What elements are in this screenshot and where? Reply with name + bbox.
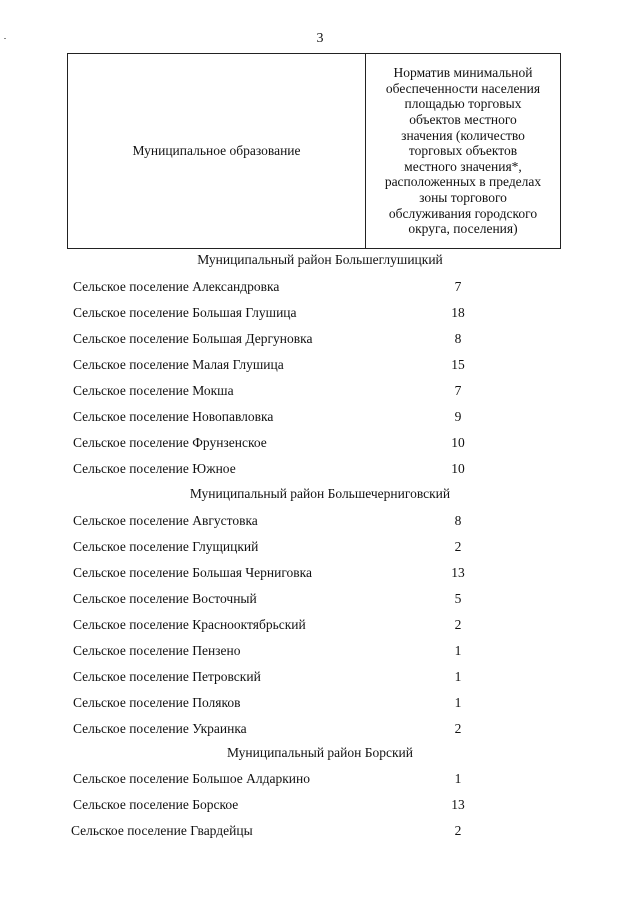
norm-value: 1 [454, 643, 462, 658]
norm-value: 2 [454, 539, 462, 554]
settlement-name: Сельское поселение Поляков [73, 695, 241, 710]
settlement-name: Сельское поселение Новопавловка [73, 409, 274, 424]
group-heading: Муниципальный район Большеглушицкий [197, 252, 443, 267]
header-municipality-cell: Муниципальное образование [68, 54, 366, 249]
header-norm-line: округа, поселения) [408, 221, 518, 237]
settlement-name: Сельское поселение Большая Черниговка [73, 565, 313, 580]
header-norm-cell [366, 54, 561, 249]
norm-value: 1 [454, 771, 462, 786]
settlement-name: Сельское поселение Петровский [73, 669, 261, 684]
norm-value: 13 [451, 565, 465, 580]
norm-value: 7 [454, 279, 462, 294]
page-number: 3 [316, 31, 324, 46]
settlement-name: Сельское поселение Украинка [73, 721, 247, 736]
settlement-name: Сельское поселение Большое Алдаркино [73, 771, 310, 786]
table-row [73, 305, 553, 325]
table-row [71, 823, 551, 843]
norm-value: 15 [451, 357, 465, 372]
header-norm-line: Норматив минимальной [393, 65, 533, 81]
table-row [73, 669, 553, 689]
header-norm-line: зоны торгового [419, 189, 507, 205]
header-norm-line: обеспеченности населения [385, 80, 541, 96]
header-norm-line: значения (количество [401, 127, 525, 143]
settlement-name: Сельское поселение Пензено [73, 643, 241, 658]
norm-value: 2 [454, 617, 462, 632]
settlement-name: Сельское поселение Александровка [73, 279, 280, 294]
norm-value: 10 [451, 461, 465, 476]
norm-value: 2 [454, 823, 462, 838]
header-table [67, 53, 561, 249]
settlement-name: Сельское поселение Гвардейцы [71, 823, 253, 838]
table-row [73, 591, 553, 611]
norm-value: 7 [454, 383, 462, 398]
table-row [73, 513, 553, 533]
settlement-name: Сельское поселение Восточный [73, 591, 257, 606]
header-norm-line: объектов местного [409, 112, 517, 128]
settlement-name: Сельское поселение Краснооктябрьский [73, 617, 306, 632]
norm-value: 1 [454, 669, 462, 684]
header-norm-line: обслуживания городского [388, 205, 538, 221]
settlement-name: Сельское поселение Малая Глушица [73, 357, 284, 372]
norm-value: 10 [451, 435, 465, 450]
header-norm-line: площадью торговых [404, 96, 522, 112]
table-row [73, 797, 553, 817]
table-row [73, 279, 553, 299]
settlement-name: Сельское поселение Большая Глушица [73, 305, 297, 320]
table-row [73, 409, 553, 429]
norm-value: 8 [454, 331, 462, 346]
table-row [73, 383, 553, 403]
norm-value: 9 [454, 409, 462, 424]
table-row [73, 643, 553, 663]
settlement-name: Сельское поселение Борское [73, 797, 239, 812]
norm-value: 18 [451, 305, 465, 320]
settlement-name: Сельское поселение Южное [73, 461, 236, 476]
table-row [73, 617, 553, 637]
header-norm-line: торговых объектов [408, 143, 518, 159]
settlement-name: Сельское поселение Фрунзенское [73, 435, 267, 450]
table-row [73, 357, 553, 377]
header-norm-line: местного значения*, [404, 158, 522, 174]
group-heading: Муниципальный район Борский [226, 745, 413, 760]
settlement-name: Сельское поселение Глущицкий [73, 539, 259, 554]
header-norm-line: расположенных в пределах [384, 174, 542, 190]
settlement-name: Сельское поселение Августовка [73, 513, 258, 528]
norm-value: 5 [454, 591, 462, 606]
table-row [73, 771, 553, 791]
table-row [73, 331, 553, 351]
table-row [73, 435, 553, 455]
table-row [73, 565, 553, 585]
norm-value: 8 [454, 513, 462, 528]
table-row [73, 695, 553, 715]
norm-value: 1 [454, 695, 462, 710]
norm-value: 13 [451, 797, 465, 812]
norm-value: 2 [454, 721, 462, 736]
settlement-name: Сельское поселение Большая Дергуновка [73, 331, 313, 346]
table-row [73, 721, 553, 741]
table-row [73, 539, 553, 559]
group-heading: Муниципальный район Большечерниговский [189, 486, 451, 501]
settlement-name: Сельское поселение Мокша [73, 383, 234, 398]
table-row [73, 461, 553, 481]
